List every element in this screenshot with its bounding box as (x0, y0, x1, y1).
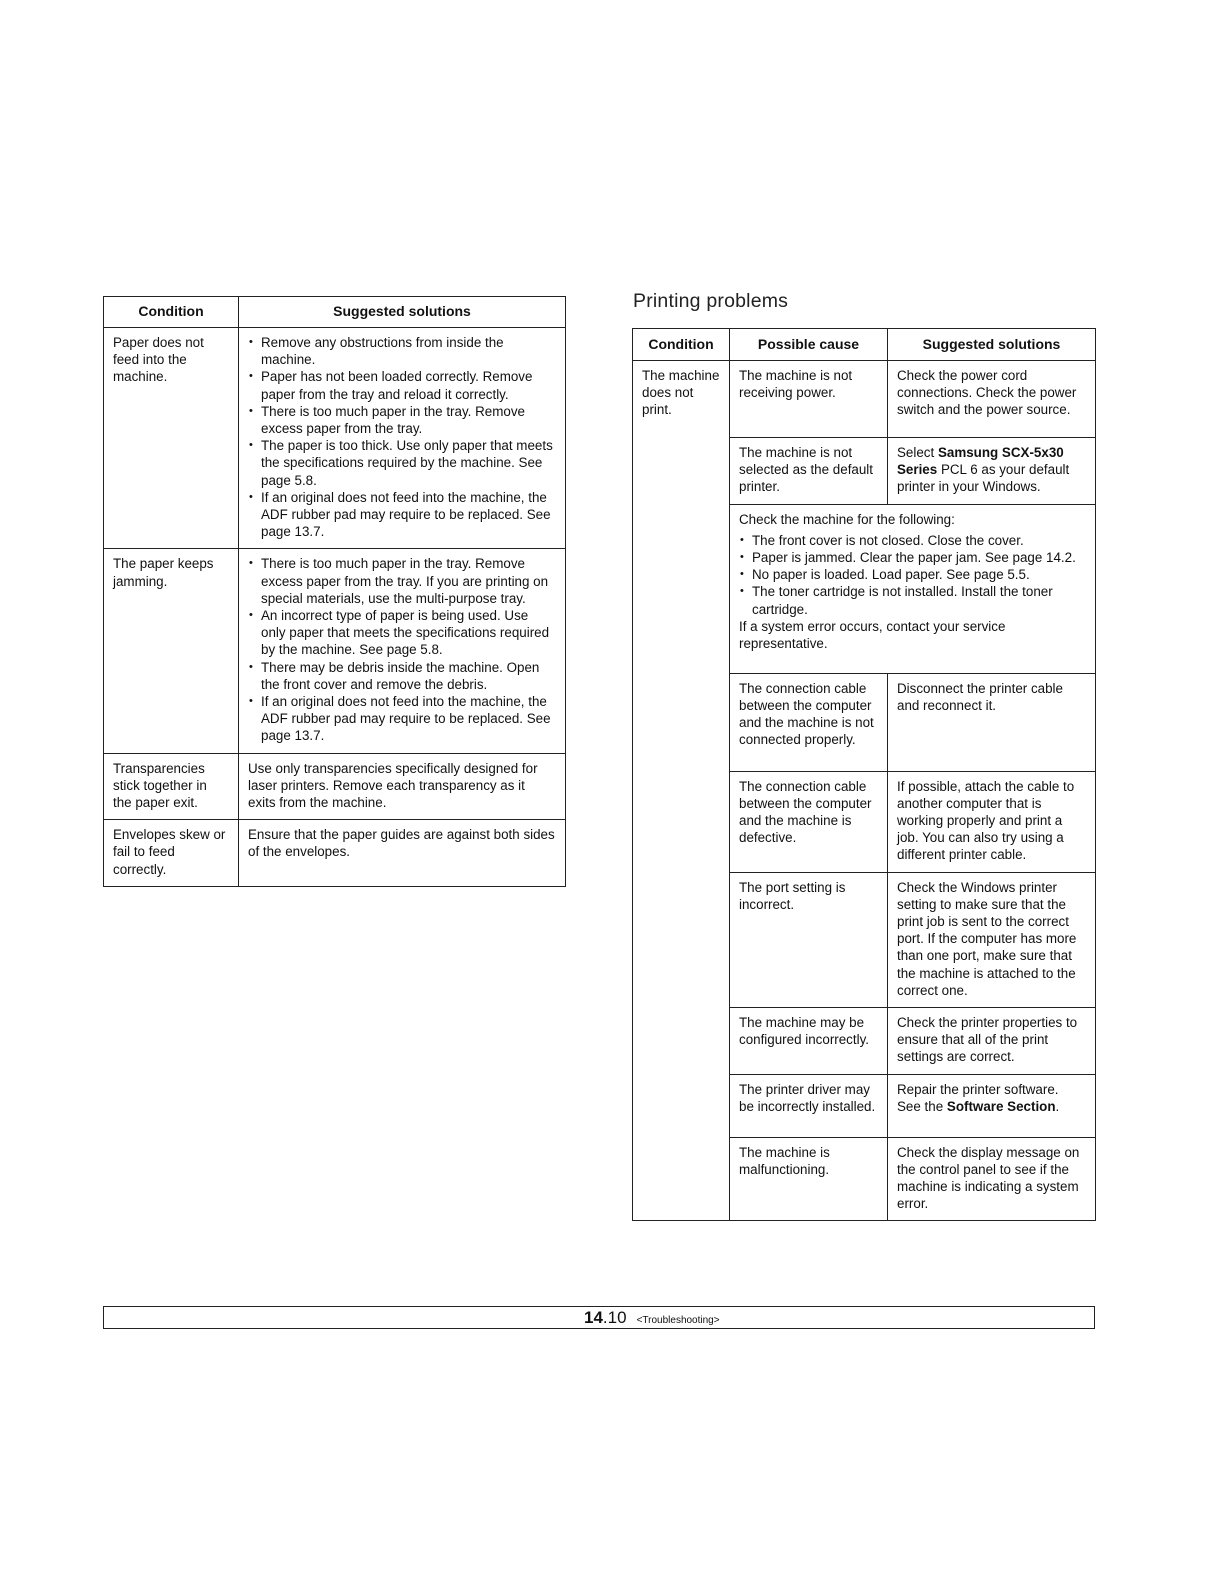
cause-cell: The connection cable between the computer and the machine is not connected properly. (730, 673, 888, 771)
table-header-row (633, 329, 1096, 361)
cause-cell: The machine is malfunctioning. (730, 1137, 888, 1221)
cause-cell: The port setting is incorrect. (730, 872, 888, 1007)
solutions-cell: Ensure that the paper guides are against both sides of the envelopes. (239, 820, 566, 887)
section-reference: Software Section (946, 1098, 1056, 1114)
table-row (104, 820, 566, 887)
solution-text: Repair the printer software. See the (897, 1081, 1059, 1114)
table-row (633, 361, 1096, 438)
solution-item: • If an original does not feed into the machine, the ADF rubber pad may require to be replaced. See page 13.7. (261, 489, 556, 541)
cause-cell: The printer driver may be incorrectly installed. (730, 1074, 888, 1137)
solution-item: • If an original does not feed into the machine, the ADF rubber pad may require to be replaced. See page 13.7. (261, 693, 556, 745)
solution-text: Select (897, 445, 938, 460)
condition-cell: The machine does not print. (633, 361, 730, 1221)
page-suffix: .10 (602, 1308, 627, 1327)
check-item: • Paper is jammed. Clear the paper jam. See page 14.2. (752, 549, 1086, 566)
check-outro: If a system error occurs, contact your service representative. (739, 618, 1006, 652)
header-condition: Condition (633, 329, 730, 361)
solution-item: • An incorrect type of paper is being used. Use only paper that meets the specifications required by the machine. See page 5.8. (261, 607, 556, 659)
cause-cell: The machine may be configured incorrectly. (730, 1008, 888, 1075)
printing-problems-table (632, 328, 1096, 1221)
condition-cell: The paper keeps jamming. (104, 549, 239, 753)
check-item: • The toner cartridge is not installed. Install the toner cartridge. (752, 583, 1086, 617)
paper-feed-table (103, 296, 566, 887)
solutions-cell (239, 328, 566, 549)
section-title: Printing problems (633, 290, 789, 312)
table-row (104, 753, 566, 820)
header-possible-cause: Possible cause (730, 329, 888, 361)
solution-item: • Paper has not been loaded correctly. Remove paper from the tray and reload it correctly. (261, 368, 556, 402)
solution-cell: Disconnect the printer cable and reconnect it. (888, 673, 1096, 771)
solution-item: • There is too much paper in the tray. Remove excess paper from the tray. If you are printing on special materials, use the multi-purpose tray. (261, 555, 556, 607)
solutions-cell (239, 549, 566, 753)
solution-text: PCL 6 as your default printer in your Windows. (897, 462, 1070, 495)
check-intro: Check the machine for the following: (739, 511, 955, 527)
solution-cell (888, 1074, 1096, 1137)
solution-item: • There may be debris inside the machine. Open the front cover and remove the debris. (261, 659, 556, 693)
solution-cell: If possible, attach the cable to another computer that is working properly and print a job. You can also try using a different printer cable. (888, 771, 1096, 872)
header-suggested-solutions: Suggested solutions (888, 329, 1096, 361)
table-row (104, 328, 566, 549)
check-item: • No paper is loaded. Load paper. See page 5.5. (752, 566, 1086, 583)
product-name: Samsung SCX-5x30 Series (897, 445, 1064, 478)
cause-cell: The machine is not receiving power. (730, 361, 888, 438)
solution-cell: Check the printer properties to ensure that all of the print settings are correct. (888, 1008, 1096, 1075)
solution-cell: Check the display message on the control panel to see if the machine is indicating a system error. (888, 1137, 1096, 1221)
solution-item: • Remove any obstructions from inside the machine. (261, 334, 556, 368)
page-number (584, 1308, 627, 1327)
condition-cell: Transparencies stick together in the paper exit. (104, 753, 239, 820)
solution-item: • There is too much paper in the tray. Remove excess paper from the tray. (261, 403, 556, 437)
solution-item: • The paper is too thick. Use only paper that meets the specifications required by the machine. See page 5.8. (261, 437, 556, 489)
condition-cell: Envelopes skew or fail to feed correctly. (104, 820, 239, 887)
section-name: <Troubleshooting> (636, 1315, 720, 1326)
check-block (730, 504, 1096, 673)
solution-cell (888, 438, 1096, 505)
table-row (104, 549, 566, 753)
condition-cell: Paper does not feed into the machine. (104, 328, 239, 549)
cause-cell: The machine is not selected as the default printer. (730, 438, 888, 505)
check-item: • The front cover is not closed. Close the cover. (752, 532, 1086, 549)
cause-cell: The connection cable between the computer and the machine is defective. (730, 771, 888, 872)
header-suggested-solutions: Suggested solutions (239, 297, 566, 328)
solution-cell: Check the Windows printer setting to make sure that the print job is sent to the correct port. If the computer has more than one port, make sure that the machine is attached to the correct one. (888, 872, 1096, 1007)
solution-text: . (1055, 1098, 1060, 1114)
header-condition: Condition (104, 297, 239, 328)
solution-cell: Check the power cord connections. Check the power switch and the power source. (888, 361, 1096, 438)
chapter-number: 14 (584, 1308, 603, 1327)
page-footer (103, 1306, 1095, 1329)
solutions-cell: Use only transparencies specifically designed for laser printers. Remove each transparency as it exits from the machine. (239, 753, 566, 820)
table-header-row (104, 297, 566, 328)
